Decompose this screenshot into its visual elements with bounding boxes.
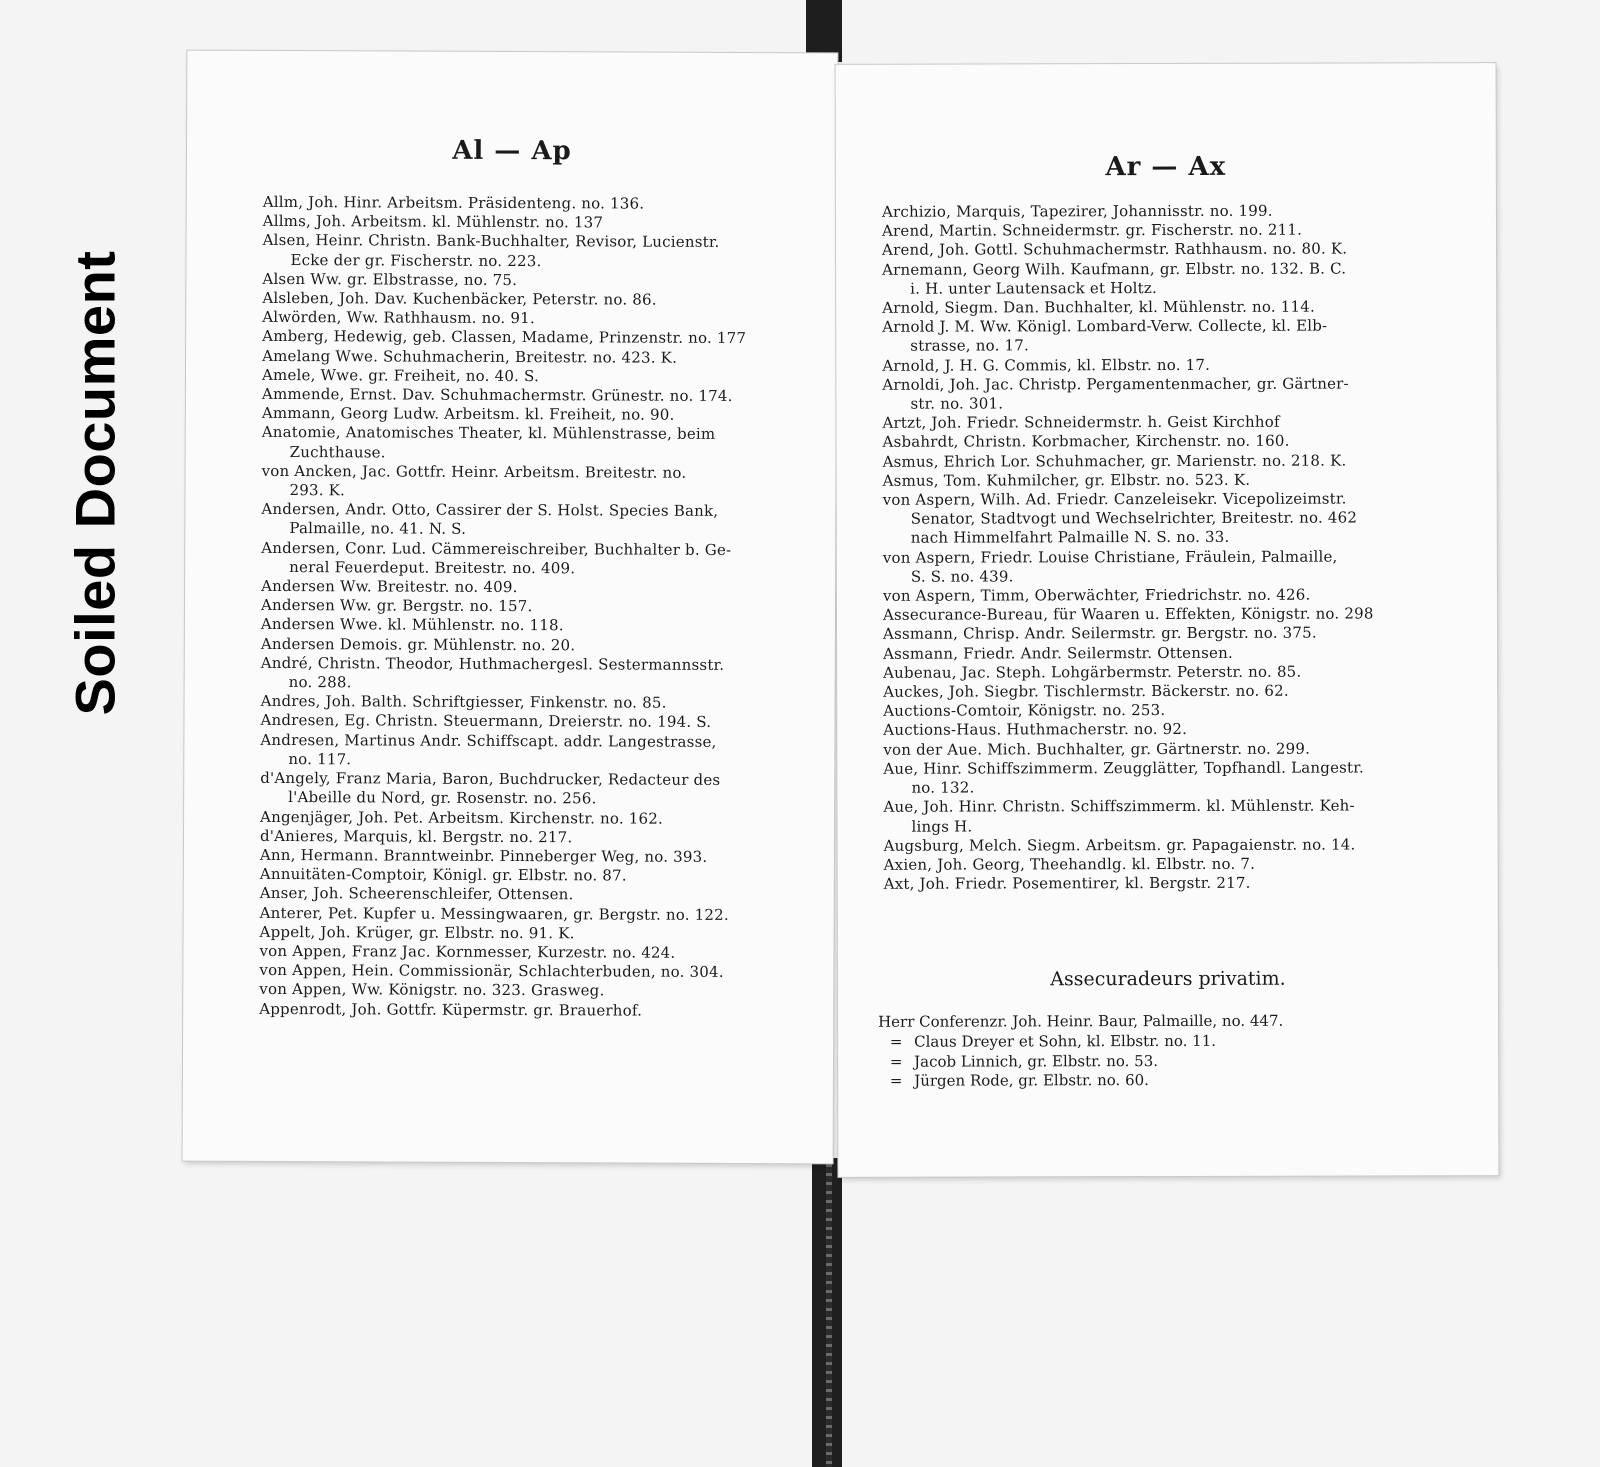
- directory-line: Andersen Ww. Breitestr. no. 409.: [261, 576, 518, 597]
- directory-line: Amele, Wwe. gr. Freiheit, no. 40. S.: [261, 365, 539, 385]
- directory-line: Assmann, Friedr. Andr. Seilermstr. Ottensen.: [883, 643, 1233, 663]
- directory-line: Andres, Joh. Balth. Schriftgiesser, Finkenstr. no. 85.: [260, 692, 667, 712]
- directory-line: Alsen Ww. gr. Elbstrasse, no. 75.: [262, 269, 518, 289]
- directory-line: von Aspern, Wilh. Ad. Friedr. Canzeleisekr. Vicepolizeimstr.: [882, 489, 1347, 509]
- directory-line: Asmus, Tom. Kuhmilcher, gr. Elbstr. no. 523. K.: [882, 470, 1251, 490]
- directory-line: Augsburg, Melch. Siegm. Arbeitsm. gr. Papagaienstr. no. 14.: [883, 835, 1356, 855]
- left-page-entries: [259, 193, 763, 1021]
- directory-line: Arnold J. M. Ww. Königl. Lombard-Verw. Collecte, kl. Elb-: [882, 316, 1328, 336]
- directory-line: Arend, Joh. Gottl. Schuhmachermstr. Rathhausm. no. 80. K.: [882, 239, 1348, 260]
- ditto-mark: =: [889, 1072, 903, 1091]
- directory-line: Arnold, J. H. G. Commis, kl. Elbstr. no. 17.: [882, 355, 1211, 375]
- directory-line: Alsen, Heinr. Christn. Bank-Buchhalter, Revisor, Lucienstr.: [262, 231, 720, 252]
- ditto-mark: =: [889, 1052, 903, 1071]
- directory-line-continuation: lings H.: [911, 817, 973, 836]
- right-page-entries: [882, 201, 1394, 894]
- directory-line-continuation: Senator, Stadtvogt und Wechselrichter, Breitestr. no. 462: [910, 508, 1358, 528]
- directory-line: von Aspern, Friedr. Louise Christiane, Fräulein, Palmaille,: [882, 547, 1338, 567]
- directory-line-continuation: Zuchthause.: [289, 442, 386, 462]
- directory-line: Aubenau, Jac. Steph. Lohgärbermstr. Peterstr. no. 85.: [883, 662, 1302, 682]
- directory-line-continuation: S. S. no. 439.: [910, 567, 1014, 586]
- directory-line: d'Angely, Franz Maria, Baron, Buchdrucker, Redacteur des: [260, 769, 721, 790]
- directory-line: Asmus, Ehrich Lor. Schuhmacher, gr. Marienstr. no. 218. K.: [882, 451, 1347, 471]
- directory-line: Arnoldi, Joh. Jac. Christp. Pergamentenmacher, gr. Gärtner-: [882, 374, 1349, 394]
- directory-line: Andersen Ww. gr. Bergstr. no. 157.: [260, 596, 533, 616]
- directory-line: von Appen, Franz Jac. Kornmesser, Kurzestr. no. 424.: [259, 941, 676, 962]
- left-page-heading: Al — Ap: [452, 135, 572, 167]
- directory-line-continuation: no. 117.: [288, 749, 352, 769]
- binding-spine-stripe: [826, 1158, 832, 1467]
- directory-line: von Appen, Hein. Commissionär, Schlachterbuden, no. 304.: [259, 961, 724, 982]
- directory-line-continuation: neral Feuerdeput. Breitestr. no. 409.: [289, 557, 576, 578]
- directory-line: Assmann, Chrisp. Andr. Seilermstr. gr. Bergstr. no. 375.: [883, 624, 1317, 644]
- directory-line: Arnold, Siegm. Dan. Buchhalter, kl. Mühlenstr. no. 114.: [882, 297, 1316, 317]
- right-page-heading: Ar — Ax: [1105, 151, 1227, 183]
- directory-line: Ammann, Georg Ludw. Arbeitsm. kl. Freiheit, no. 90.: [261, 404, 675, 424]
- directory-line: Arnemann, Georg Wilh. Kaufmann, gr. Elbstr. no. 132. B. C.: [882, 259, 1347, 279]
- directory-line: Andersen, Andr. Otto, Cassirer der S. Holst. Species Bank,: [261, 500, 719, 521]
- soiled-document-stamp: [40, 225, 150, 740]
- directory-line: Appelt, Joh. Krüger, gr. Elbstr. no. 91. K.: [259, 922, 575, 943]
- assecuradeur-name: Jacob Linnich, gr. Elbstr. no. 53.: [914, 1051, 1159, 1071]
- directory-line: Anterer, Pet. Kupfer u. Messingwaaren, gr. Bergstr. no. 122.: [259, 903, 729, 924]
- directory-line: Arend, Martin. Schneidermstr. gr. Fischerstr. no. 211.: [881, 220, 1303, 240]
- directory-line: Ammende, Ernst. Dav. Schuhmachermstr. Grünestr. no. 174.: [261, 384, 733, 406]
- directory-line: André, Christn. Theodor, Huthmachergesl. Sestermannsstr.: [260, 653, 725, 674]
- directory-line: Andersen, Conr. Lud. Cämmereischreiber, Buchhalter b. Ge-: [261, 538, 732, 559]
- directory-line: Amelang Wwe. Schuhmacherin, Breitestr. no. 423. K.: [262, 346, 678, 367]
- directory-line: Aue, Hinr. Schiffszimmerm. Zeugglätter, Topfhandl. Langestr.: [883, 758, 1364, 778]
- directory-line: Assecurance-Bureau, für Waaren u. Effekten, Königstr. no. 298: [882, 604, 1374, 625]
- ditto-mark: =: [889, 1032, 903, 1051]
- section-title-assecuradeurs: Assecuradeurs privatim.: [1050, 967, 1286, 991]
- assecuradeur-name: Claus Dreyer et Sohn, kl. Elbstr. no. 11.: [914, 1031, 1217, 1051]
- directory-line: Annuitäten-Comptoir, Königl. gr. Elbstr. no. 87.: [259, 865, 627, 885]
- directory-line: von Ancken, Jac. Gottfr. Heinr. Arbeitsm. Breitestr. no.: [261, 461, 687, 482]
- directory-line: Alwörden, Ww. Rathhausm. no. 91.: [262, 308, 535, 328]
- directory-line: Auckes, Joh. Siegbr. Tischlermstr. Bäckerstr. no. 62.: [883, 681, 1289, 701]
- directory-line: Ann, Hermann. Branntweinbr. Pinneberger Weg, no. 393.: [259, 845, 708, 866]
- directory-line: Amberg, Hedewig, geb. Classen, Madame, Prinzenstr. no. 177: [262, 327, 747, 348]
- directory-line-continuation: Palmaille, no. 41. N. S.: [289, 519, 467, 539]
- assecuradeurs-list: [878, 1011, 1378, 1091]
- assecuradeur-entry: [878, 1071, 1378, 1092]
- directory-line-continuation: 293. K.: [289, 481, 346, 500]
- directory-line: Auctions-Comtoir, Königstr. no. 253.: [883, 701, 1166, 721]
- directory-line: Artzt, Joh. Friedr. Schneidermstr. h. Geist Kirchhof: [882, 412, 1280, 432]
- directory-line: Archizio, Marquis, Tapezirer, Johannisstr. no. 199.: [881, 201, 1273, 221]
- directory-line: Anser, Joh. Scheerenschleifer, Ottensen.: [259, 884, 574, 904]
- directory-line: Alsleben, Joh. Dav. Kuchenbäcker, Peterstr. no. 86.: [262, 288, 657, 309]
- directory-line: Anatomie, Anatomisches Theater, kl. Mühlenstrasse, beim: [261, 423, 716, 444]
- stamp-label: Soiled Document: [63, 250, 127, 715]
- directory-line-continuation: i. H. unter Lautensack et Holtz.: [910, 278, 1157, 298]
- directory-line: Andresen, Martinus Andr. Schiffscapt. addr. Langestrasse,: [260, 730, 717, 751]
- directory-line-continuation: no. 288.: [288, 673, 352, 692]
- directory-line-continuation: strasse, no. 17.: [910, 336, 1029, 356]
- left-page: [183, 51, 838, 1164]
- directory-line-continuation: no. 132.: [911, 778, 975, 797]
- assecuradeur-name: Jürgen Rode, gr. Elbstr. no. 60.: [914, 1071, 1149, 1091]
- directory-line: Andresen, Eg. Christn. Steuermann, Dreierstr. no. 194. S.: [260, 711, 712, 732]
- directory-line: Angenjäger, Joh. Pet. Arbeitsm. Kirchenstr. no. 162.: [260, 807, 664, 828]
- directory-line: Appenrodt, Joh. Gottfr. Küpermstr. gr. Brauerhof.: [259, 999, 643, 1020]
- right-page: [836, 63, 1499, 1177]
- directory-line-continuation: nach Himmelfahrt Palmaille N. S. no. 33.: [910, 528, 1230, 548]
- assecuradeur-entry: [878, 1031, 1378, 1052]
- assecuradeur-entry: Herr Conferenzr. Joh. Heinr. Baur, Palmaille, no. 447.: [878, 1011, 1284, 1031]
- directory-line: Andersen Wwe. kl. Mühlenstr. no. 118.: [260, 615, 564, 635]
- directory-line: d'Anieres, Marquis, kl. Bergstr. no. 217.: [259, 826, 573, 846]
- directory-line: Allm, Joh. Hinr. Arbeitsm. Präsidenteng. no. 136.: [262, 192, 645, 213]
- directory-line: Asbahrdt, Christn. Korbmacher, Kirchenstr. no. 160.: [882, 432, 1290, 452]
- directory-line: von Appen, Ww. Königstr. no. 323. Grasweg.: [259, 980, 605, 1000]
- directory-line: von Aspern, Timm, Oberwächter, Friedrichstr. no. 426.: [882, 585, 1311, 605]
- directory-line: von der Aue. Mich. Buchhalter, gr. Gärtnerstr. no. 299.: [883, 739, 1311, 759]
- directory-line: Axien, Joh. Georg, Theehandlg. kl. Elbstr. no. 7.: [883, 854, 1256, 874]
- directory-line: Axt, Joh. Friedr. Posementirer, kl. Bergstr. 217.: [883, 873, 1251, 893]
- directory-line-continuation: l'Abeille du Nord, gr. Rosenstr. no. 256.: [288, 788, 597, 808]
- directory-line: Allms, Joh. Arbeitsm. kl. Mühlenstr. no. 137: [262, 212, 604, 232]
- directory-line-continuation: str. no. 301.: [910, 394, 1004, 413]
- directory-line-continuation: Ecke der gr. Fischerstr. no. 223.: [290, 250, 542, 270]
- assecuradeur-entry: [878, 1051, 1378, 1072]
- directory-line: Auctions-Haus. Huthmacherstr. no. 92.: [883, 720, 1188, 740]
- directory-line: Andersen Demois. gr. Mühlenstr. no. 20.: [260, 634, 576, 654]
- directory-line: Aue, Joh. Hinr. Christn. Schiffszimmerm. kl. Mühlenstr. Keh-: [883, 796, 1355, 817]
